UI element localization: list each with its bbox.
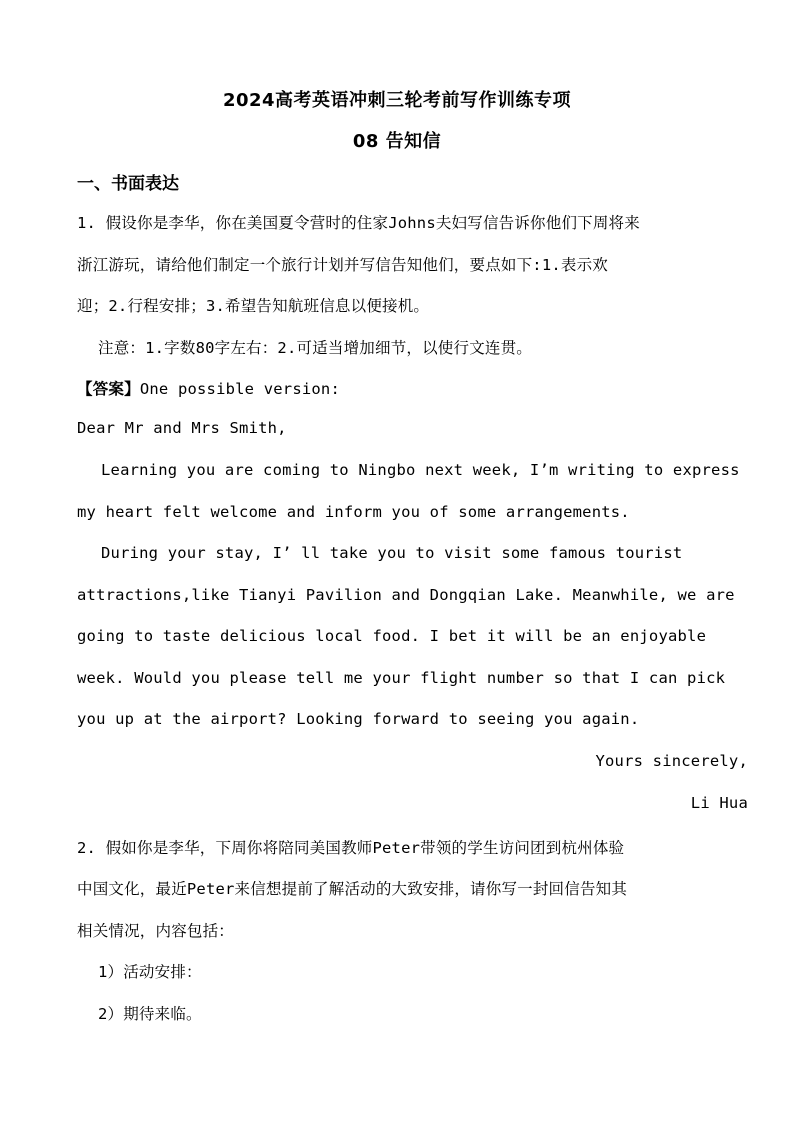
letter-paragraph-line: going to taste delicious local food. I bet it will be an enjoyable xyxy=(77,627,707,645)
letter-paragraph-line: my heart felt welcome and inform you of some arrangements. xyxy=(77,503,630,521)
document-subtitle: 08 告知信 xyxy=(352,131,442,152)
letter-signature: Li Hua xyxy=(690,794,748,812)
letter-paragraph-line: attractions,like Tianyi Pavilion and Dongqian Lake. Meanwhile, we are xyxy=(77,586,735,604)
answer-label: 【答案】 xyxy=(77,380,140,398)
q2-point: 1）活动安排： xyxy=(98,963,202,981)
q2-prompt-line: 中国文化，最近Peter来信想提前了解活动的大致安排，请你写一封回信告知其 xyxy=(77,880,628,898)
letter-paragraph-line: During your stay, I’ ll take you to visit some famous tourist xyxy=(101,544,683,562)
letter-closing: Yours sincerely, xyxy=(595,752,748,770)
answer-line xyxy=(77,377,340,399)
letter-paragraph-line: you up at the airport? Looking forward to seeing you again. xyxy=(77,710,640,728)
q1-note: 注意：1.字数80字左右：2.可适当增加细节，以使行文连贯。 xyxy=(98,339,532,357)
q2-point: 2）期待来临。 xyxy=(98,1005,202,1023)
q2-prompt-line: 相关情况，内容包括： xyxy=(77,922,235,940)
q2-prompt-line: 2. 假如你是李华，下周你将陪同美国教师Peter带领的学生访问团到杭州体验 xyxy=(77,839,625,857)
q1-prompt-line: 1. 假设你是李华，你在美国夏令营时的住家Johns夫妇写信告诉你他们下周将来 xyxy=(77,214,640,232)
letter-paragraph-line: Learning you are coming to Ningbo next week, I’m writing to express xyxy=(101,461,740,479)
letter-salutation: Dear Mr and Mrs Smith, xyxy=(77,419,287,437)
section-heading: 一、书面表达 xyxy=(77,174,179,194)
q1-prompt-line: 浙江游玩，请给他们制定一个旅行计划并写信告知他们，要点如下:1.表示欢 xyxy=(77,256,608,274)
document-title: 2024高考英语冲刺三轮考前写作训练专项 xyxy=(222,90,572,111)
answer-intro: One possible version: xyxy=(139,380,340,398)
q1-prompt-line: 迎；2.行程安排；3.希望告知航班信息以便接机。 xyxy=(77,297,430,315)
letter-paragraph-line: week. Would you please tell me your flight number so that I can pick xyxy=(77,669,726,687)
